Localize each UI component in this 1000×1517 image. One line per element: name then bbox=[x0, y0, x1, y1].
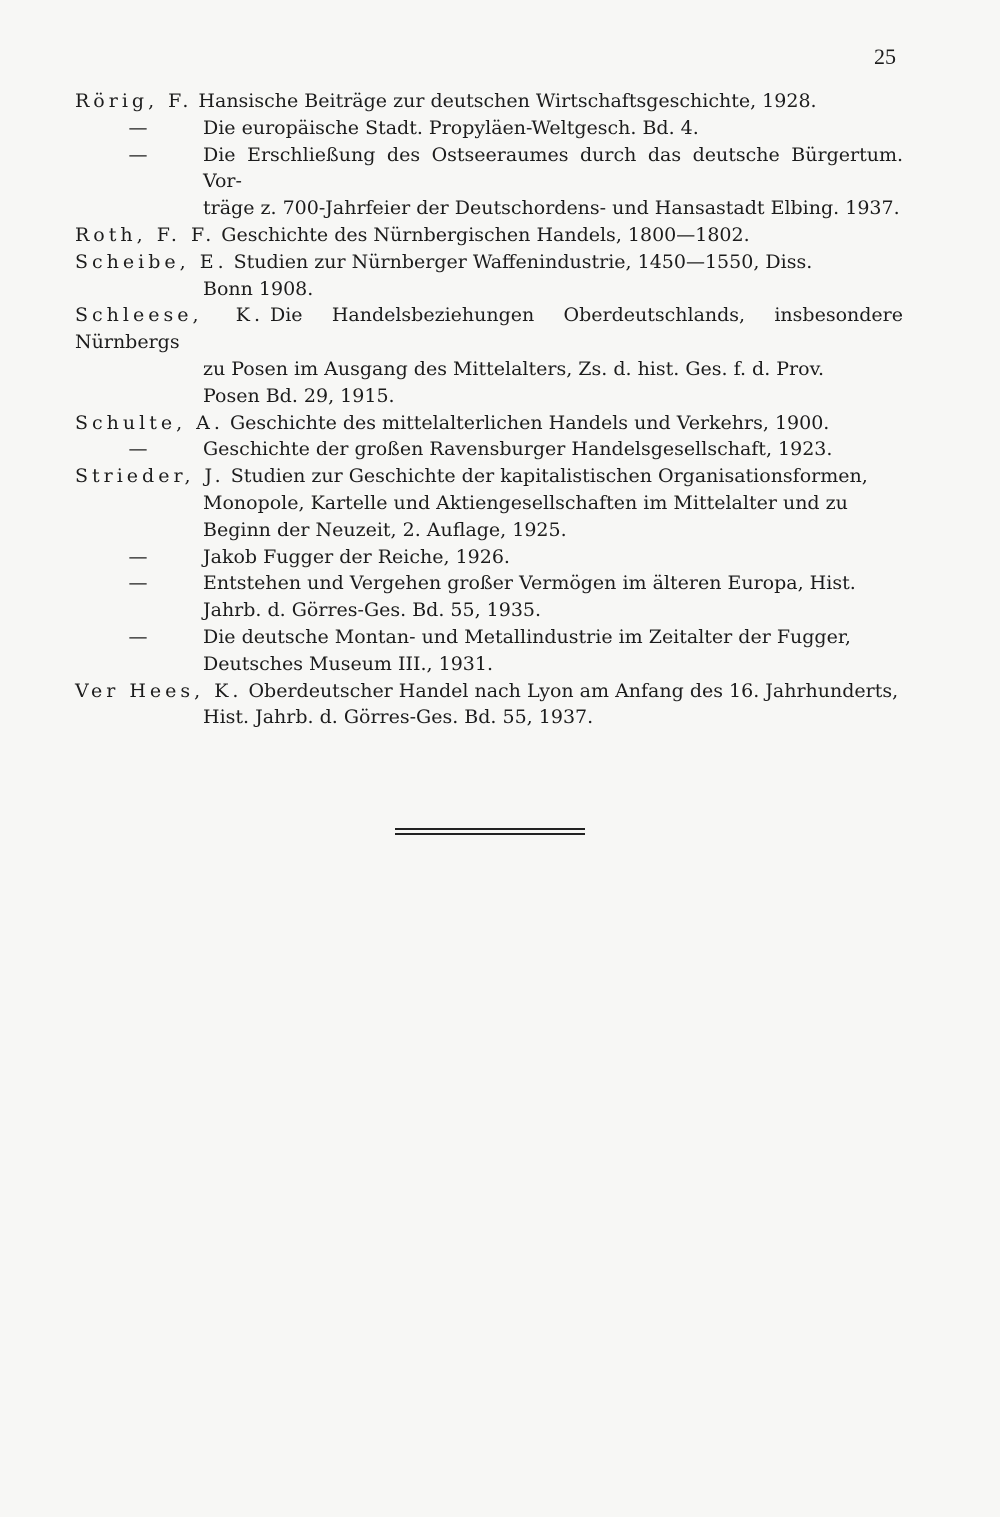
bibliography-entry bbox=[75, 624, 903, 678]
bibliography-entry bbox=[75, 410, 903, 437]
bibliography-entry bbox=[75, 249, 903, 303]
bibliography-entry bbox=[75, 570, 903, 624]
entry-author: Roth, F. F. bbox=[75, 223, 216, 246]
entry-text: Deutsches Museum III., 1931. bbox=[203, 652, 494, 675]
entry-text: Studien zur Nürnberger Waffenindustrie, 1450—1550, Diss. bbox=[233, 250, 813, 273]
entry-text: Entstehen und Vergehen großer Vermögen im älteren Europa, Hist. bbox=[203, 572, 856, 595]
entry-author: Strieder, J. bbox=[75, 465, 225, 488]
entry-text: Die europäische Stadt. Propyläen-Weltgesch. Bd. 4. bbox=[203, 116, 699, 139]
bibliography-entry bbox=[75, 463, 903, 543]
entry-text: Geschichte der großen Ravensburger Handelsgesellschaft, 1923. bbox=[203, 438, 833, 461]
bibliography-entry bbox=[75, 678, 903, 732]
divider-rule bbox=[395, 828, 585, 830]
bibliography-entry bbox=[75, 544, 903, 571]
ditto-dash: — bbox=[128, 545, 148, 568]
entry-text: Jahrb. d. Görres-Ges. Bd. 55, 1935. bbox=[203, 599, 542, 622]
page-number: 25 bbox=[874, 44, 896, 69]
ditto-dash: — bbox=[128, 143, 148, 166]
entry-text: Die Erschließung des Ostseeraumes durch das deutsche Bürgertum. Vor- bbox=[203, 143, 903, 193]
entry-author: Scheibe, E. bbox=[75, 250, 228, 273]
bibliography-entry bbox=[75, 88, 903, 115]
entry-text: Geschichte des Nürnbergischen Handels, 1800—1802. bbox=[221, 223, 750, 246]
entry-text: Die deutsche Montan- und Metallindustrie im Zeitalter der Fugger, bbox=[203, 625, 851, 648]
entry-text: Oberdeutscher Handel nach Lyon am Anfang des 16. Jahrhunderts, bbox=[248, 679, 899, 702]
bibliography-entry bbox=[75, 302, 903, 409]
entry-author: Schulte, A. bbox=[75, 411, 224, 434]
divider-rule bbox=[395, 833, 585, 835]
ditto-dash: — bbox=[128, 116, 148, 139]
entry-text: Geschichte des mittelalterlichen Handels und Verkehrs, 1900. bbox=[229, 411, 830, 434]
ditto-dash: — bbox=[128, 438, 148, 461]
entry-text: träge z. 700-Jahrfeier der Deutschordens- und Hansastadt Elbing. 1937. bbox=[203, 197, 900, 220]
entry-text: zu Posen im Ausgang des Mittelalters, Zs. d. hist. Ges. f. d. Prov. bbox=[203, 357, 825, 380]
entry-text: Bonn 1908. bbox=[203, 277, 314, 300]
entry-text: Studien zur Geschichte der kapitalistischen Organisationsformen, bbox=[230, 465, 868, 488]
bibliography-entry bbox=[75, 222, 903, 249]
entry-author: Schleese, K. bbox=[75, 304, 264, 327]
ditto-dash: — bbox=[128, 625, 148, 648]
ditto-dash: — bbox=[128, 572, 148, 595]
bibliography-entry bbox=[75, 142, 903, 222]
bibliography bbox=[75, 88, 903, 731]
entry-text: Monopole, Kartelle und Aktiengesellschaften im Mittelalter und zu bbox=[203, 491, 848, 514]
entry-author: Ver Hees, K. bbox=[75, 679, 243, 702]
entry-text: Posen Bd. 29, 1915. bbox=[203, 384, 395, 407]
entry-text: Beginn der Neuzeit, 2. Auflage, 1925. bbox=[203, 518, 567, 541]
entry-text: Jakob Fugger der Reiche, 1926. bbox=[203, 545, 510, 568]
entry-text: Die Handelsbeziehungen Oberdeutschlands, insbesondere Nürnbergs bbox=[75, 304, 903, 354]
bibliography-entry bbox=[75, 115, 903, 142]
entry-text: Hist. Jahrb. d. Görres-Ges. Bd. 55, 1937. bbox=[203, 706, 594, 729]
entry-author: Rörig, F. bbox=[75, 90, 193, 112]
divider bbox=[395, 828, 585, 838]
entry-text: Hansische Beiträge zur deutschen Wirtschaftsgeschichte, 1928. bbox=[198, 90, 817, 112]
bibliography-entry bbox=[75, 436, 903, 463]
